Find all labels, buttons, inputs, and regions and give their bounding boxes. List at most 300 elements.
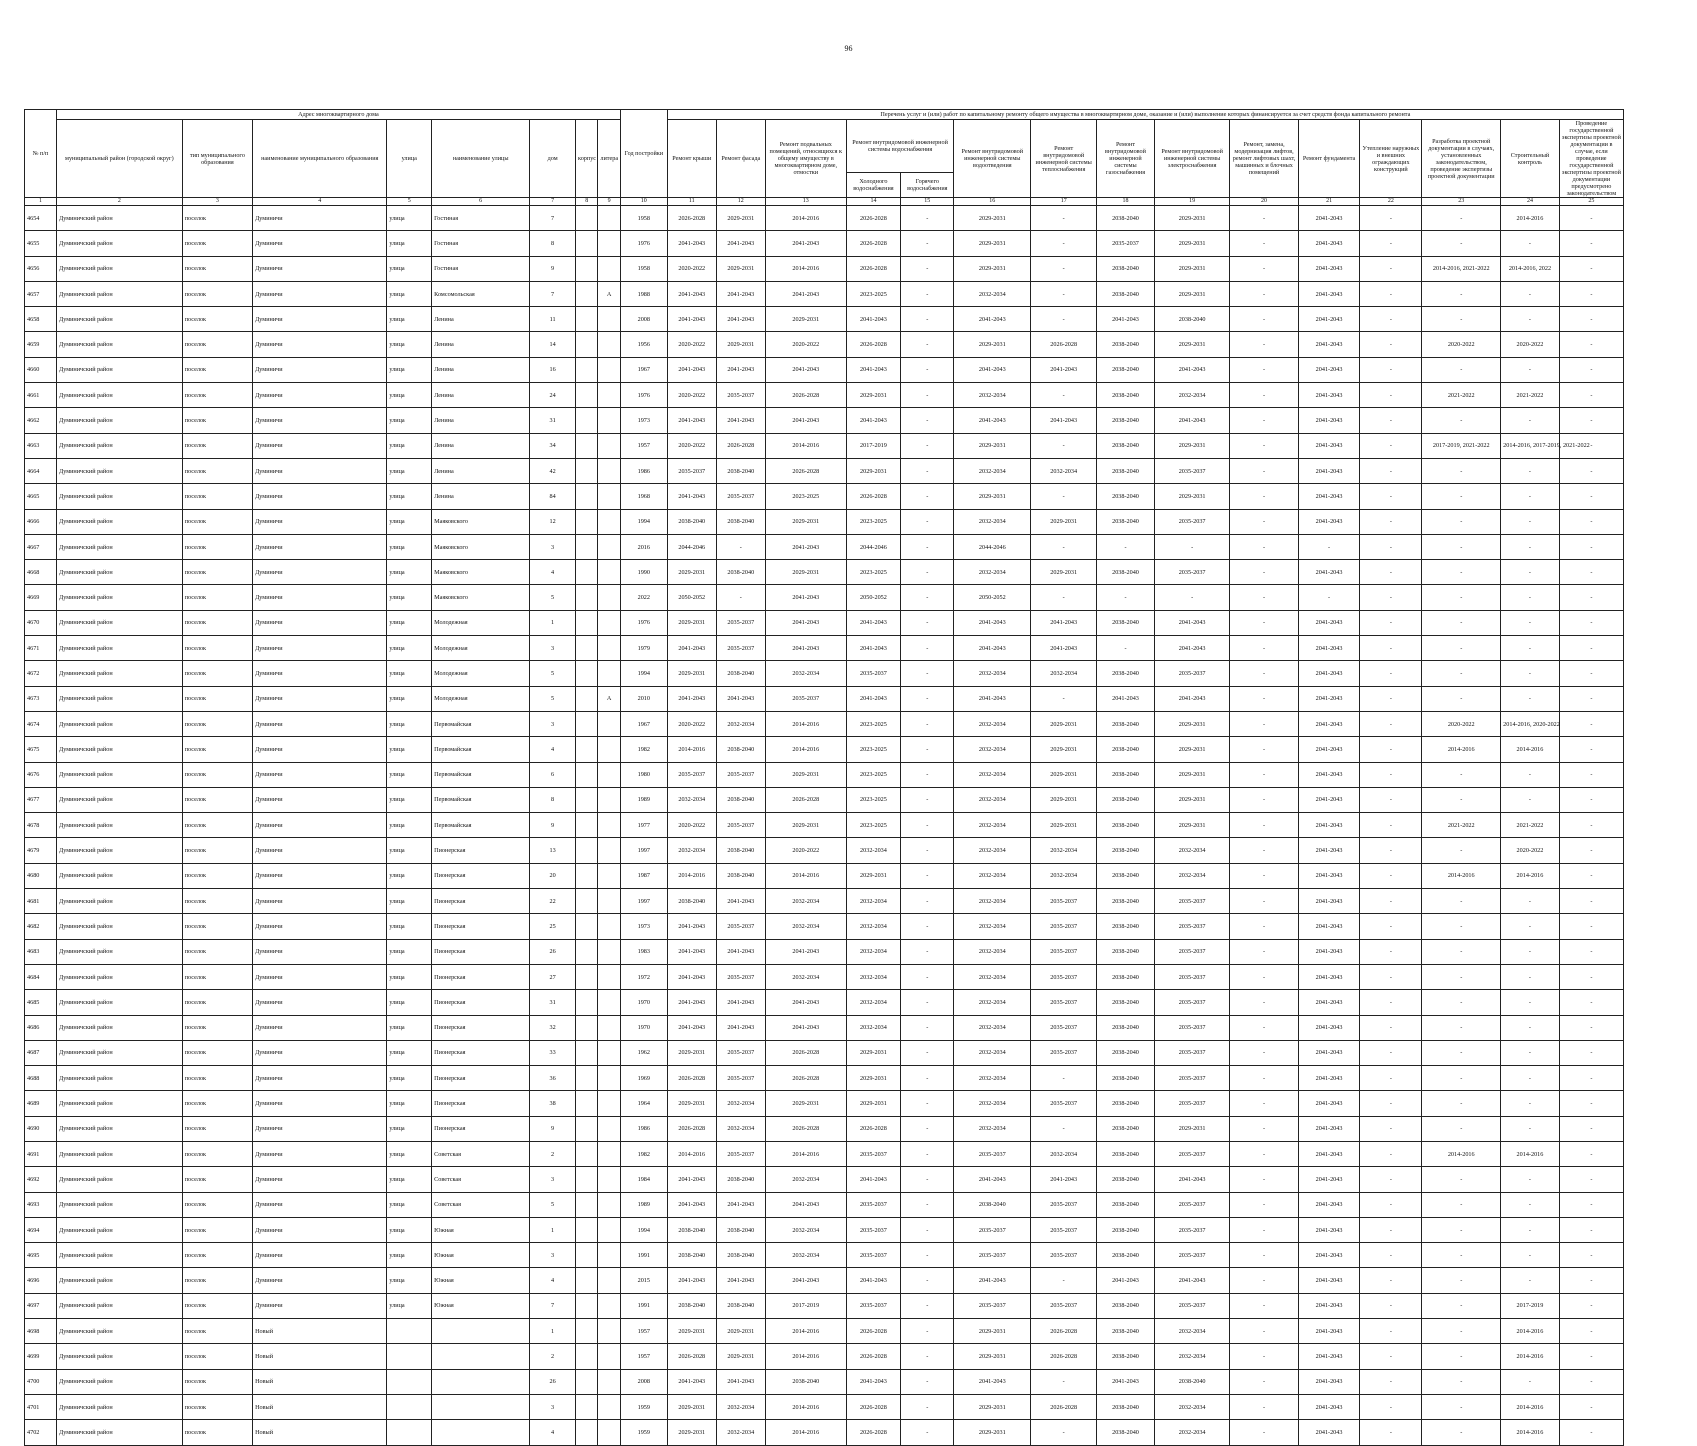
table-cell: 2029-2031 — [765, 560, 846, 585]
table-cell: - — [1031, 206, 1097, 231]
table-cell: 4688 — [25, 1066, 57, 1091]
table-cell: 4673 — [25, 686, 57, 711]
table-cell — [576, 509, 598, 534]
table-cell: 2041-2043 — [1298, 1141, 1360, 1166]
table-cell — [576, 433, 598, 458]
table-cell: - — [1501, 990, 1560, 1015]
table-cell: Думиничский район — [56, 914, 182, 939]
header-roof: Ремонт крыши — [667, 120, 716, 198]
table-cell: 2029-2031 — [765, 307, 846, 332]
table-cell: 2035-2037 — [1154, 1040, 1230, 1065]
table-cell: Новый — [253, 1319, 387, 1344]
table-cell: - — [1422, 1167, 1501, 1192]
table-cell: 2041-2043 — [765, 357, 846, 382]
table-cell: Маяковского — [432, 560, 530, 585]
table-cell — [576, 1192, 598, 1217]
table-cell: Думиничи — [253, 433, 387, 458]
table-cell: поселок — [182, 484, 252, 509]
table-cell — [576, 1420, 598, 1445]
table-cell: 2017-2019 — [765, 1293, 846, 1318]
table-cell: 2029-2031 — [846, 458, 900, 483]
table-cell: поселок — [182, 433, 252, 458]
table-cell: Думиничи — [253, 813, 387, 838]
table-cell: - — [1501, 686, 1560, 711]
table-row — [25, 509, 1624, 534]
table-cell: 2029-2031 — [1154, 813, 1230, 838]
table-cell — [576, 939, 598, 964]
table-cell: улица — [387, 1293, 432, 1318]
table-cell: 2020-2022 — [667, 332, 716, 357]
table-cell: 2041-2043 — [1298, 1091, 1360, 1116]
table-cell: - — [1230, 534, 1298, 559]
table-cell: поселок — [182, 636, 252, 661]
table-row — [25, 964, 1624, 989]
table-cell: 2026-2028 — [846, 1420, 900, 1445]
table-cell: - — [1230, 813, 1298, 838]
table-cell: - — [1230, 231, 1298, 256]
table-cell: - — [1559, 711, 1623, 736]
table-cell: - — [1230, 939, 1298, 964]
table-cell: поселок — [182, 509, 252, 534]
table-cell: - — [1559, 256, 1623, 281]
table-cell: 2038-2040 — [765, 1369, 846, 1394]
table-cell: - — [1559, 458, 1623, 483]
table-cell: Думиничский район — [56, 231, 182, 256]
table-cell: - — [1559, 408, 1623, 433]
table-cell: 12 — [530, 509, 576, 534]
table-cell: улица — [387, 1243, 432, 1268]
table-cell: 2041-2043 — [954, 1167, 1031, 1192]
table-cell: - — [1422, 610, 1501, 635]
table-cell: - — [1559, 636, 1623, 661]
table-cell: - — [1360, 990, 1422, 1015]
table-cell: 2029-2031 — [1154, 787, 1230, 812]
table-cell: - — [901, 332, 954, 357]
table-cell: - — [1422, 585, 1501, 610]
table-cell: - — [901, 1141, 954, 1166]
table-cell: - — [1360, 889, 1422, 914]
table-cell: 2035-2037 — [667, 458, 716, 483]
table-cell: 2044-2046 — [846, 534, 900, 559]
table-cell: 2032-2034 — [954, 990, 1031, 1015]
table-cell: 1957 — [620, 1319, 667, 1344]
table-cell: - — [1230, 1420, 1298, 1445]
table-cell: 2014-2016 — [1501, 737, 1560, 762]
table-cell: Советская — [432, 1141, 530, 1166]
table-cell: 1968 — [620, 484, 667, 509]
table-cell: Новый — [253, 1394, 387, 1419]
table-cell: 2041-2043 — [765, 636, 846, 661]
table-cell: - — [1154, 585, 1230, 610]
table-row — [25, 939, 1624, 964]
table-cell: - — [1559, 1167, 1623, 1192]
table-cell: 2032-2034 — [846, 939, 900, 964]
table-cell: улица — [387, 1116, 432, 1141]
table-cell: 2032-2034 — [954, 838, 1031, 863]
table-cell: 2029-2031 — [667, 610, 716, 635]
table-cell: 1987 — [620, 863, 667, 888]
table-cell: Первомайская — [432, 813, 530, 838]
table-cell: поселок — [182, 990, 252, 1015]
table-cell: 2032-2034 — [1031, 1141, 1097, 1166]
table-cell: 2038-2040 — [1097, 332, 1155, 357]
table-cell: 2032-2034 — [1154, 1420, 1230, 1445]
table-cell: Думиничский район — [56, 1293, 182, 1318]
table-cell — [576, 206, 598, 231]
table-cell: 2035-2037 — [1154, 1192, 1230, 1217]
table-cell: 2029-2031 — [667, 1420, 716, 1445]
table-cell — [576, 1116, 598, 1141]
table-cell: 1986 — [620, 458, 667, 483]
table-cell: 2041-2043 — [1298, 357, 1360, 382]
table-cell: - — [1230, 585, 1298, 610]
table-cell: 4666 — [25, 509, 57, 534]
table-cell: 1970 — [620, 990, 667, 1015]
table-cell — [598, 1369, 620, 1394]
table-cell: 2026-2028 — [765, 787, 846, 812]
table-row — [25, 711, 1624, 736]
table-cell: 2041-2043 — [667, 281, 716, 306]
table-cell: поселок — [182, 1167, 252, 1192]
table-cell: - — [1230, 636, 1298, 661]
table-cell: 2026-2028 — [846, 231, 900, 256]
table-cell: - — [1031, 484, 1097, 509]
table-cell — [598, 1116, 620, 1141]
table-cell: - — [1422, 509, 1501, 534]
table-cell: 2029-2031 — [765, 1091, 846, 1116]
table-cell: - — [1031, 383, 1097, 408]
table-cell: Думиничский район — [56, 661, 182, 686]
table-cell: 2035-2037 — [954, 1293, 1031, 1318]
table-cell: улица — [387, 914, 432, 939]
table-cell: 1997 — [620, 889, 667, 914]
table-cell — [432, 1369, 530, 1394]
table-cell: Думиничи — [253, 458, 387, 483]
table-cell: - — [1422, 1394, 1501, 1419]
table-cell: 2041-2043 — [667, 964, 716, 989]
table-cell: 8 — [530, 231, 576, 256]
table-cell: - — [901, 914, 954, 939]
table-cell: 2014-2016 — [667, 737, 716, 762]
table-cell: 2032-2034 — [667, 838, 716, 863]
table-cell: 1994 — [620, 509, 667, 534]
table-cell: - — [901, 1015, 954, 1040]
table-cell: 2014-2016 — [1501, 206, 1560, 231]
table-cell: - — [1230, 332, 1298, 357]
table-cell: 2038-2040 — [1097, 1066, 1155, 1091]
table-cell: 2041-2043 — [1298, 914, 1360, 939]
table-cell: улица — [387, 206, 432, 231]
table-cell: 2014-2016 — [765, 863, 846, 888]
table-cell: 1956 — [620, 332, 667, 357]
table-cell: - — [1230, 560, 1298, 585]
table-cell: - — [1097, 636, 1155, 661]
table-cell: 2041-2043 — [1298, 307, 1360, 332]
table-cell: 3 — [530, 636, 576, 661]
table-cell: 2041-2043 — [1298, 206, 1360, 231]
table-cell: - — [1031, 307, 1097, 332]
table-cell: - — [1559, 1344, 1623, 1369]
table-cell: 2041-2043 — [846, 686, 900, 711]
table-cell: 4671 — [25, 636, 57, 661]
table-cell — [598, 1040, 620, 1065]
table-row — [25, 1394, 1624, 1419]
table-cell: 2041-2043 — [1298, 863, 1360, 888]
table-cell: Молодежная — [432, 636, 530, 661]
table-cell: Маяковского — [432, 585, 530, 610]
table-cell: 2035-2037 — [1031, 1040, 1097, 1065]
table-cell: - — [1422, 762, 1501, 787]
table-cell: - — [1422, 939, 1501, 964]
table-cell: улица — [387, 1268, 432, 1293]
table-cell: А — [598, 281, 620, 306]
table-cell: 2023-2025 — [846, 787, 900, 812]
table-cell: 1979 — [620, 636, 667, 661]
table-row — [25, 1192, 1624, 1217]
table-cell: 2029-2031 — [667, 1091, 716, 1116]
table-cell: улица — [387, 585, 432, 610]
table-cell: 2041-2043 — [667, 1015, 716, 1040]
table-cell: Пионерская — [432, 1015, 530, 1040]
table-cell — [576, 408, 598, 433]
table-cell: - — [1422, 1268, 1501, 1293]
table-cell: - — [1501, 939, 1560, 964]
table-cell: улица — [387, 610, 432, 635]
table-cell — [598, 737, 620, 762]
header-construction-control: Строительный контроль — [1501, 120, 1560, 198]
table-cell: Новый — [253, 1420, 387, 1445]
table-cell: Думиничи — [253, 1192, 387, 1217]
table-cell: Думиничи — [253, 1293, 387, 1318]
table-cell: 2032-2034 — [846, 1015, 900, 1040]
table-cell: 2029-2031 — [954, 256, 1031, 281]
table-cell — [576, 256, 598, 281]
column-number: 7 — [530, 198, 576, 206]
table-row — [25, 534, 1624, 559]
table-cell: - — [1230, 1040, 1298, 1065]
table-cell: 2020-2022 — [1422, 332, 1501, 357]
table-cell: поселок — [182, 737, 252, 762]
table-cell: 2022 — [620, 585, 667, 610]
table-cell: - — [1422, 661, 1501, 686]
table-cell: 1957 — [620, 1344, 667, 1369]
table-cell: - — [1230, 711, 1298, 736]
table-cell: 2035-2037 — [954, 1243, 1031, 1268]
table-cell: 4686 — [25, 1015, 57, 1040]
header-hot-water: Горячего водоснабжения — [901, 172, 954, 198]
table-cell: - — [1559, 1040, 1623, 1065]
table-cell: 2035-2037 — [1031, 1192, 1097, 1217]
table-cell: 2041-2043 — [716, 1268, 765, 1293]
table-cell: Первомайская — [432, 711, 530, 736]
table-cell: 2029-2031 — [954, 1344, 1031, 1369]
table-cell: 2041-2043 — [1298, 458, 1360, 483]
table-cell: - — [901, 1420, 954, 1445]
table-cell: Пионерская — [432, 964, 530, 989]
table-cell: 2041-2043 — [1154, 1268, 1230, 1293]
table-cell: Ленина — [432, 484, 530, 509]
table-cell: 2032-2034 — [716, 1116, 765, 1141]
table-cell: Думиничи — [253, 408, 387, 433]
table-cell: 2035-2037 — [1154, 964, 1230, 989]
table-cell — [598, 231, 620, 256]
column-number: 21 — [1298, 198, 1360, 206]
table-cell: улица — [387, 711, 432, 736]
table-cell: Комсомольская — [432, 281, 530, 306]
table-cell: 2029-2031 — [765, 762, 846, 787]
table-cell: 2029-2031 — [1154, 1116, 1230, 1141]
table-cell: 2008 — [620, 1369, 667, 1394]
table-cell — [598, 484, 620, 509]
table-cell: 1969 — [620, 1066, 667, 1091]
column-number: 20 — [1230, 198, 1298, 206]
table-cell: - — [1422, 1243, 1501, 1268]
table-cell: 2026-2028 — [765, 458, 846, 483]
table-cell: - — [1360, 1091, 1422, 1116]
table-cell: улица — [387, 281, 432, 306]
table-cell: 2041-2043 — [667, 686, 716, 711]
table-cell: Думиничский район — [56, 1243, 182, 1268]
table-cell: - — [1360, 661, 1422, 686]
table-cell: 2014-2016 — [1422, 1141, 1501, 1166]
table-cell: 2041-2043 — [1298, 737, 1360, 762]
table-cell: Думиничи — [253, 1015, 387, 1040]
table-cell: 2041-2043 — [765, 610, 846, 635]
table-cell: 2041-2043 — [954, 357, 1031, 382]
table-cell: 2038-2040 — [1097, 1319, 1155, 1344]
table-cell: - — [1559, 1268, 1623, 1293]
table-cell: улица — [387, 357, 432, 382]
table-cell: 2038-2040 — [716, 509, 765, 534]
column-number: 14 — [846, 198, 900, 206]
table-cell: Думиничи — [253, 1040, 387, 1065]
table-cell: улица — [387, 484, 432, 509]
table-cell: - — [1422, 357, 1501, 382]
table-cell: 2041-2043 — [1154, 636, 1230, 661]
table-cell: - — [1501, 458, 1560, 483]
table-cell: улица — [387, 433, 432, 458]
table-cell: 2038-2040 — [716, 458, 765, 483]
table-cell: улица — [387, 1192, 432, 1217]
table-cell: 2038-2040 — [1097, 357, 1155, 382]
table-cell: Думиничский район — [56, 964, 182, 989]
table-cell: - — [1422, 889, 1501, 914]
table-cell: 2038-2040 — [1097, 433, 1155, 458]
table-cell: Думиничский район — [56, 1116, 182, 1141]
table-cell: 2041-2043 — [1298, 1243, 1360, 1268]
table-cell — [598, 711, 620, 736]
table-cell: 2041-2043 — [846, 636, 900, 661]
header-expertise: Проведение государственной экспертизы проектной документации в случае, если проведение государственной экспертизы проектной документации предусмотрено законодательством — [1559, 120, 1623, 198]
table-cell: Думиничский район — [56, 585, 182, 610]
table-cell: 2035-2037 — [716, 964, 765, 989]
table-cell: 24 — [530, 383, 576, 408]
table-cell: 2038-2040 — [1097, 1420, 1155, 1445]
table-cell: 2041-2043 — [954, 636, 1031, 661]
table-cell: Думиничский район — [56, 1015, 182, 1040]
table-cell: 2038-2040 — [716, 787, 765, 812]
table-cell: Пионерская — [432, 1066, 530, 1091]
table-cell: 2020-2022 — [667, 256, 716, 281]
table-cell — [576, 458, 598, 483]
table-cell: 2014-2016, 2021-2022 — [1422, 256, 1501, 281]
table-cell: 2038-2040 — [954, 1192, 1031, 1217]
table-cell: 2032-2034 — [1031, 838, 1097, 863]
table-row — [25, 231, 1624, 256]
table-cell: - — [1559, 1091, 1623, 1116]
table-cell: Первомайская — [432, 737, 530, 762]
table-cell: 4668 — [25, 560, 57, 585]
table-cell: поселок — [182, 458, 252, 483]
table-cell: 2041-2043 — [1298, 1040, 1360, 1065]
table-cell: 2041-2043 — [954, 408, 1031, 433]
table-row — [25, 1015, 1624, 1040]
table-cell: 2041-2043 — [667, 1268, 716, 1293]
table-cell: улица — [387, 636, 432, 661]
table-cell: 9 — [530, 813, 576, 838]
table-cell: 2041-2043 — [1298, 787, 1360, 812]
table-cell: Молодежная — [432, 686, 530, 711]
table-cell: улица — [387, 838, 432, 863]
table-cell: 2041-2043 — [1097, 307, 1155, 332]
table-cell: 7 — [530, 281, 576, 306]
table-cell: Думиничский район — [56, 1369, 182, 1394]
table-cell: Думиничский район — [56, 1167, 182, 1192]
table-cell: 2029-2031 — [667, 1319, 716, 1344]
table-cell: 2041-2043 — [1298, 281, 1360, 306]
table-cell: поселок — [182, 1268, 252, 1293]
table-cell: - — [1559, 383, 1623, 408]
table-cell: 2035-2037 — [716, 914, 765, 939]
table-cell: - — [1230, 762, 1298, 787]
table-cell: 2038-2040 — [1097, 939, 1155, 964]
table-cell: Новый — [253, 1369, 387, 1394]
table-cell: поселок — [182, 711, 252, 736]
table-cell: 2041-2043 — [1298, 1344, 1360, 1369]
table-cell: 5 — [530, 661, 576, 686]
table-cell: поселок — [182, 1040, 252, 1065]
table-cell: - — [1360, 1217, 1422, 1242]
table-cell: 4662 — [25, 408, 57, 433]
table-cell: Думиничи — [253, 484, 387, 509]
table-cell: - — [1230, 256, 1298, 281]
table-cell: - — [1559, 813, 1623, 838]
table-cell: - — [1360, 939, 1422, 964]
table-cell: 2041-2043 — [1298, 1116, 1360, 1141]
table-cell — [576, 383, 598, 408]
table-cell: - — [1230, 1141, 1298, 1166]
table-cell: улица — [387, 1091, 432, 1116]
table-cell: - — [901, 1066, 954, 1091]
table-cell: 2041-2043 — [716, 889, 765, 914]
table-cell: Маяковского — [432, 509, 530, 534]
table-cell — [576, 1369, 598, 1394]
column-number: 22 — [1360, 198, 1422, 206]
table-cell: 2035-2037 — [1154, 939, 1230, 964]
table-cell: - — [1031, 534, 1097, 559]
table-cell: - — [1501, 1192, 1560, 1217]
table-cell: - — [1230, 863, 1298, 888]
table-cell: 2041-2043 — [1298, 1420, 1360, 1445]
table-cell: 2029-2031 — [667, 1394, 716, 1419]
table-cell: - — [901, 560, 954, 585]
table-cell: поселок — [182, 1066, 252, 1091]
table-cell: Пионерская — [432, 889, 530, 914]
table-cell: - — [1559, 661, 1623, 686]
table-cell: 2032-2034 — [765, 1217, 846, 1242]
table-cell: 4680 — [25, 863, 57, 888]
table-cell: - — [1360, 838, 1422, 863]
